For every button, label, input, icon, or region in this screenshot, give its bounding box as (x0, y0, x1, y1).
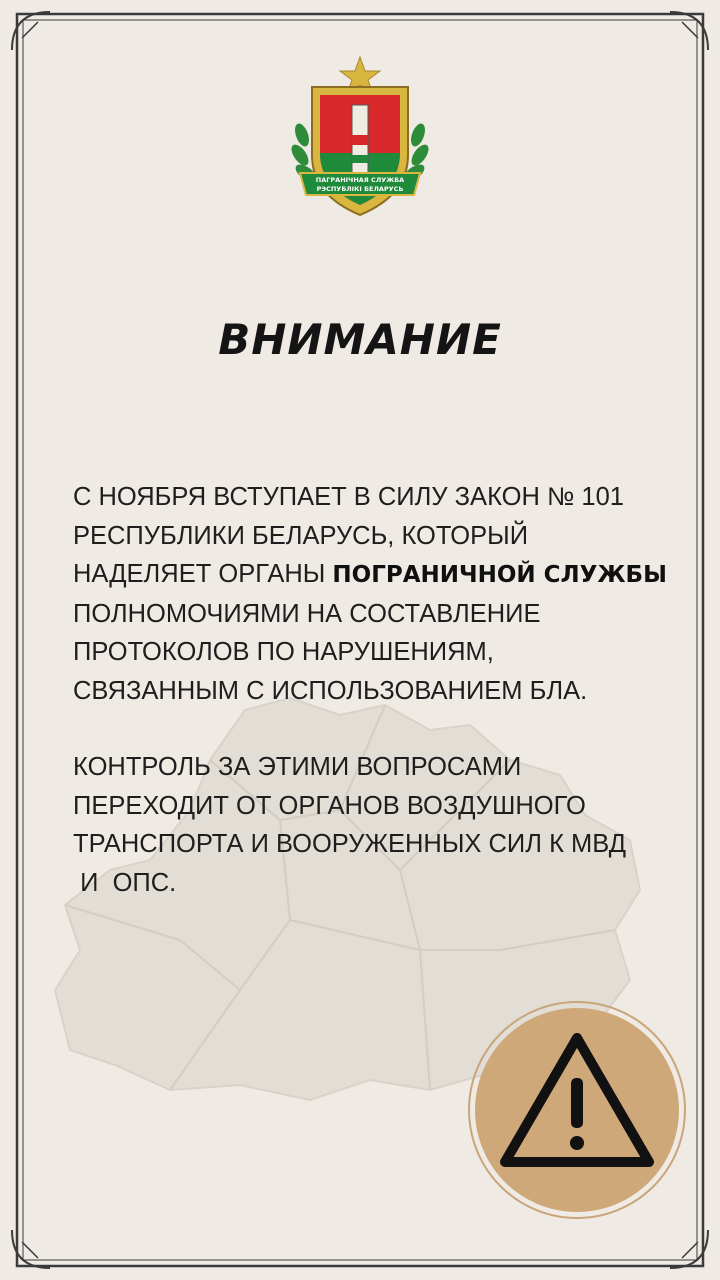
paragraph-control (73, 748, 683, 902)
paragraph-line: ТРАНСПОРТА И ВООРУЖЕННЫХ СИЛ К МВД (73, 830, 626, 858)
notice-body (73, 478, 683, 902)
paragraph-line: РЕСПУБЛИКИ БЕЛАРУСЬ, КОТОРЫЙ (73, 521, 529, 550)
paragraph-line: НАДЕЛЯЕТ ОРГАНЫ (73, 560, 333, 588)
paragraph-law (73, 478, 683, 710)
paragraph-line: И ОПС. (73, 868, 177, 897)
paragraph-line: С НОЯБРЯ ВСТУПАЕТ В СИЛУ ЗАКОН № 101 (73, 483, 624, 511)
paragraph-line: КОНТРОЛЬ ЗА ЭТИМИ ВОПРОСАМИ (73, 753, 522, 781)
paragraph-line: ПОЛНОМОЧИЯМИ НА СОСТАВЛЕНИЕ (73, 599, 541, 628)
emblem-ribbon-line1: ПАГРАНІЧНАЯ СЛУЖБА (315, 176, 405, 184)
paragraph-line: ПРОТОКОЛОВ ПО НАРУШЕНИЯМ, (73, 638, 494, 666)
emblem-ribbon-line2: РЭСПУБЛІКІ БЕЛАРУСЬ (316, 185, 404, 193)
paragraph-line: СВЯЗАННЫМ С ИСПОЛЬЗОВАНИЕМ БЛА. (73, 676, 588, 705)
warning-triangle-icon (467, 1000, 687, 1220)
paragraph-line: ПЕРЕХОДИТ ОТ ОРГАНОВ ВОЗДУШНОГО (73, 791, 586, 820)
page-title: ВНИМАНИЕ (218, 315, 502, 364)
border-service-emblem (290, 55, 430, 220)
highlight-border-service: ПОГРАНИЧНОЙ СЛУЖБЫ (332, 562, 667, 588)
